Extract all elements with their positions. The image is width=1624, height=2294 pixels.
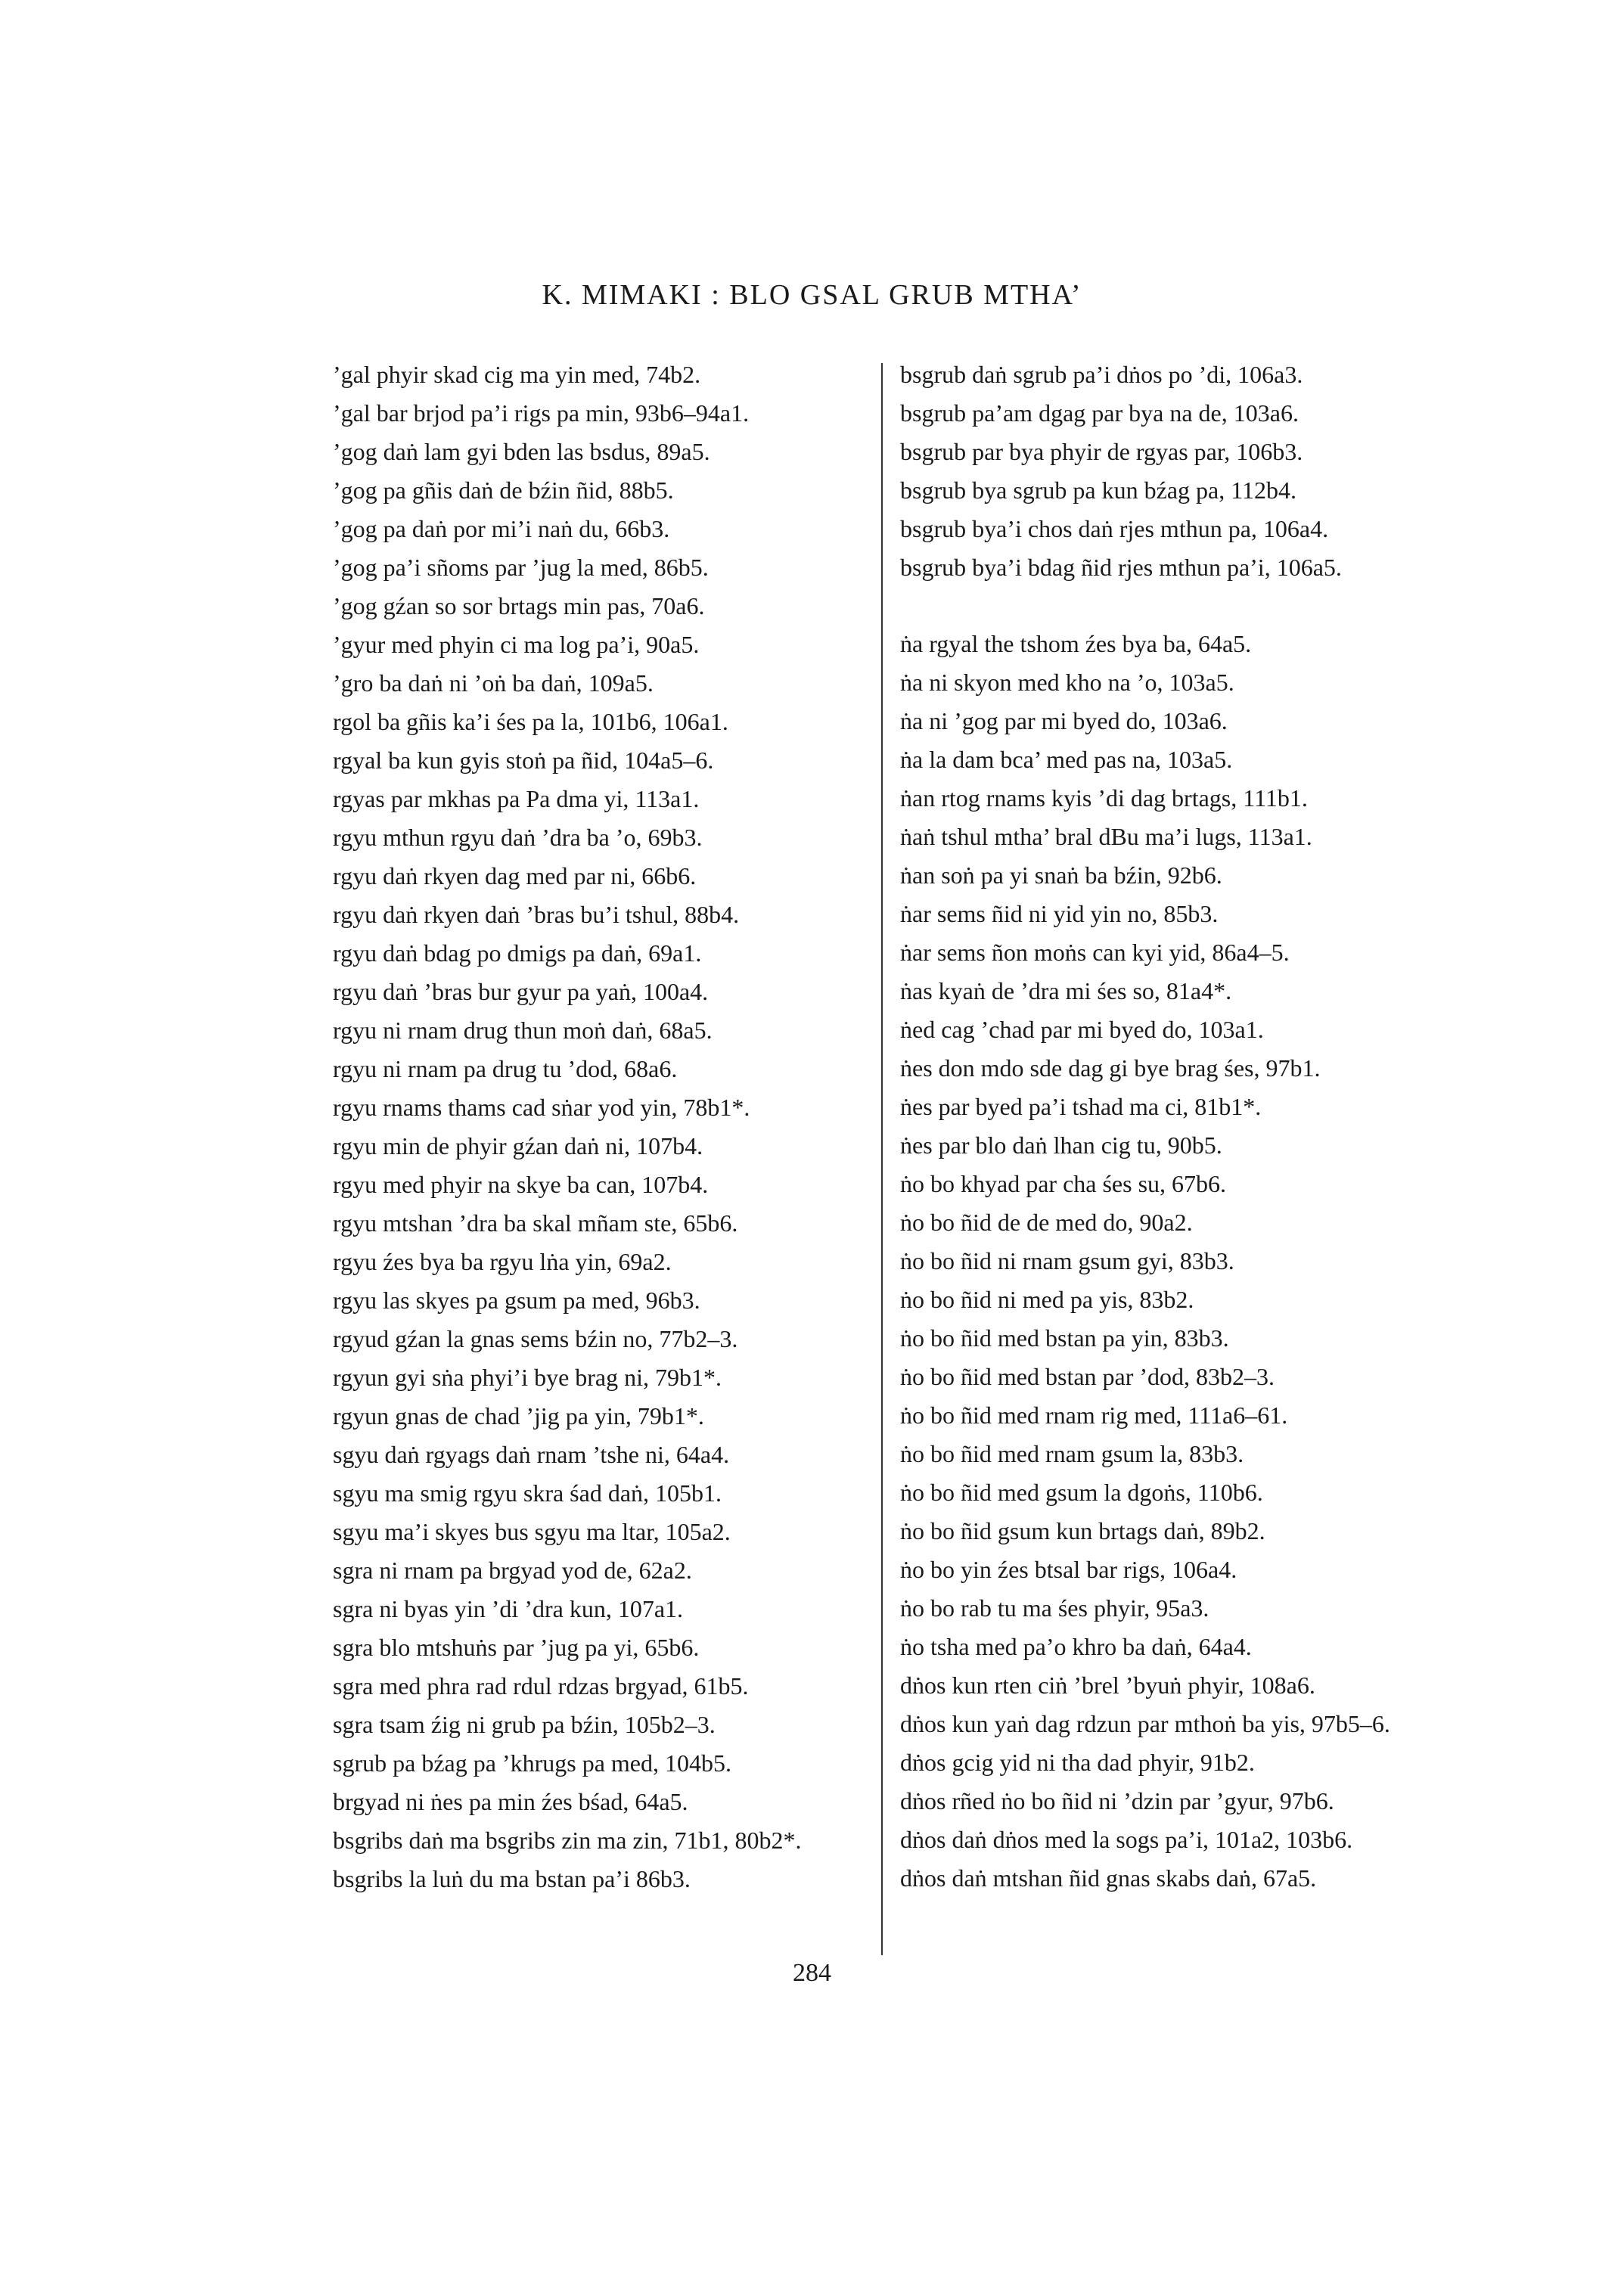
- index-entry: sgyu daṅ rgyags daṅ rnam ’tshe ni, 64a4.: [333, 1441, 730, 1468]
- index-entry: bsgrub bya’i chos daṅ rjes mthun pa, 106a4.: [900, 515, 1329, 542]
- index-entry: ṅo bo yin źes btsal bar rigs, 106a4.: [900, 1556, 1237, 1583]
- index-entry: sgra blo mtshuṅs par ’jug pa yi, 65b6.: [333, 1634, 700, 1661]
- index-entry: ’gog pa daṅ por mi’i naṅ du, 66b3.: [333, 515, 670, 542]
- index-entry: brgyad ni ṅes pa min źes bśad, 64a5.: [333, 1788, 688, 1815]
- index-entry: sgra tsam źig ni grub pa bźin, 105b2–3.: [333, 1711, 716, 1738]
- index-entry: sgra med phra rad rdul rdzas brgyad, 61b5.: [333, 1672, 749, 1700]
- index-entry: ṅo bo ñid med gsum la dgoṅs, 110b6.: [900, 1479, 1263, 1506]
- index-entry: sgyu ma smig rgyu skra śad daṅ, 105b1.: [333, 1479, 722, 1507]
- index-entry: ’gog pa gñis daṅ de bźin ñid, 88b5.: [333, 476, 674, 504]
- index-entry: ’gog gźan so sor brtags min pas, 70a6.: [333, 592, 705, 619]
- index-entry: rgyu mthun rgyu daṅ ’dra ba ’o, 69b3.: [333, 824, 703, 851]
- index-entry: ’gog pa’i sñoms par ’jug la med, 86b5.: [333, 554, 709, 581]
- index-entry: sgyu ma’i skyes bus sgyu ma ltar, 105a2.: [333, 1518, 731, 1545]
- index-entry: sgrub pa bźag pa ’khrugs pa med, 104b5.: [333, 1749, 731, 1777]
- index-entry: ṅas kyaṅ de ’dra mi śes so, 81a4*.: [900, 977, 1232, 1004]
- index-entry: ṅo bo ñid gsum kun brtags daṅ, 89b2.: [900, 1517, 1265, 1544]
- index-entry: rgyu ni rnam drug thun moṅ daṅ, 68a5.: [333, 1017, 713, 1044]
- index-entry: rgyud gźan la gnas sems bźin no, 77b2–3.: [333, 1325, 738, 1352]
- index-entry: rgyun gnas de chad ’jig pa yin, 79b1*.: [333, 1402, 704, 1429]
- index-entry: ’gog daṅ lam gyi bden las bsdus, 89a5.: [333, 438, 710, 465]
- running-head: K. MIMAKI : BLO GSAL GRUB MTHA’: [542, 279, 1082, 311]
- right-column: [900, 355, 1475, 1898]
- index-entry: ṅa rgyal the tshom źes bya ba, 64a5.: [900, 630, 1252, 657]
- index-entry: rgyu rnams thams cad sṅar yod yin, 78b1*.: [333, 1094, 750, 1121]
- index-entry: dṅos gcig yid ni tha dad phyir, 91b2.: [900, 1749, 1255, 1776]
- index-entry: bsgrub pa’am dgag par bya na de, 103a6.: [900, 399, 1299, 427]
- index-entry: sgra ni byas yin ’di ’dra kun, 107a1.: [333, 1595, 684, 1622]
- index-entry: dṅos rñed ṅo bo ñid ni ’dzin par ’gyur, 97b6.: [900, 1787, 1334, 1814]
- index-entry: rgyu daṅ ’bras bur gyur pa yaṅ, 100a4.: [333, 978, 709, 1005]
- index-entry: ṅo bo ñid med bstan pa yin, 83b3.: [900, 1324, 1229, 1352]
- index-entry: ṅa ni ’gog par mi byed do, 103a6.: [900, 707, 1228, 734]
- index-entry: ṅed cag ’chad par mi byed do, 103a1.: [900, 1016, 1264, 1043]
- index-entry: ṅo tsha med pa’o khro ba daṅ, 64a4.: [900, 1633, 1252, 1660]
- index-entry: bsgrub bya sgrub pa kun bźag pa, 112b4.: [900, 476, 1297, 504]
- index-entry: rgyun gyi sṅa phyi’i bye brag ni, 79b1*.: [333, 1364, 722, 1391]
- left-column: [333, 355, 874, 1898]
- index-entry: dṅos kun yaṅ dag rdzun par mthoṅ ba yis, 97b5–6.: [900, 1710, 1390, 1737]
- index-entry: ṅo bo khyad par cha śes su, 67b6.: [900, 1170, 1227, 1197]
- index-entry: ṅes don mdo sde dag gi bye brag śes, 97b1.: [900, 1054, 1321, 1082]
- index-entry: rgyas par mkhas pa Pa dma yi, 113a1.: [333, 785, 700, 812]
- index-entry: ṅar sems ñid ni yid yin no, 85b3.: [900, 900, 1219, 927]
- column-divider: [881, 363, 883, 1955]
- index-entry: ṅaṅ tshul mtha’ bral dBu ma’i lugs, 113a1.: [900, 823, 1312, 850]
- index-entry: ṅo bo ñid med bstan par ’dod, 83b2–3.: [900, 1363, 1275, 1390]
- index-entry: ’gal bar brjod pa’i rigs pa min, 93b6–94a1.: [333, 399, 750, 427]
- index-entry: dṅos kun rten ciṅ ’brel ’byuṅ phyir, 108a6.: [900, 1672, 1315, 1699]
- index-entry: ṅo bo ñid med rnam rig med, 111a6–61.: [900, 1402, 1288, 1429]
- index-entry: ṅan rtog rnams kyis ’di dag brtags, 111b1.: [900, 784, 1308, 812]
- index-entry: ’gyur med phyin ci ma log pa’i, 90a5.: [333, 631, 700, 658]
- index-entry: rgyu daṅ bdag po dmigs pa daṅ, 69a1.: [333, 939, 702, 967]
- index-entry: rgyu źes bya ba rgyu lṅa yin, 69a2.: [333, 1248, 672, 1275]
- index-entry: ṅo bo ñid ni rnam gsum gyi, 83b3.: [900, 1247, 1234, 1274]
- index-entry: bsgrub bya’i bdag ñid rjes mthun pa’i, 106a5.: [900, 554, 1342, 581]
- index-entry: dṅos daṅ dṅos med la sogs pa’i, 101a2, 103b6.: [900, 1826, 1353, 1853]
- index-entry: ṅes par blo daṅ lhan cig tu, 90b5.: [900, 1131, 1222, 1159]
- index-entry: ṅo bo ñid de de med do, 90a2.: [900, 1209, 1193, 1236]
- index-entry: rgyu min de phyir gźan daṅ ni, 107b4.: [333, 1132, 703, 1159]
- index-entry: ṅes par byed pa’i tshad ma ci, 81b1*.: [900, 1093, 1262, 1120]
- index-entry: rgol ba gñis ka’i śes pa la, 101b6, 106a1.: [333, 708, 728, 735]
- index-entry: rgyu ni rnam pa drug tu ’dod, 68a6.: [333, 1055, 678, 1082]
- index-entry: ṅa ni skyon med kho na ’o, 103a5.: [900, 669, 1234, 696]
- index-entry: rgyu las skyes pa gsum pa med, 96b3.: [333, 1287, 700, 1314]
- index-entry: rgyal ba kun gyis stoṅ pa ñid, 104a5–6.: [333, 747, 714, 774]
- index-entry: ṅo bo ñid med rnam gsum la, 83b3.: [900, 1440, 1244, 1467]
- index-entry: bsgrub daṅ sgrub pa’i dṅos po ’di, 106a3.: [900, 361, 1303, 388]
- index-entry: ’gro ba daṅ ni ’oṅ ba daṅ, 109a5.: [333, 669, 654, 697]
- index-entry: sgra ni rnam pa brgyad yod de, 62a2.: [333, 1557, 692, 1584]
- index-entry: ṅar sems ñon moṅs can kyi yid, 86a4–5.: [900, 939, 1290, 966]
- index-entry: rgyu med phyir na skye ba can, 107b4.: [333, 1171, 709, 1198]
- index-entry: ’gal phyir skad cig ma yin med, 74b2.: [333, 361, 701, 388]
- index-entry: ṅa la dam bca’ med pas na, 103a5.: [900, 746, 1233, 773]
- index-entry: bsgribs la luṅ du ma bstan pa’i 86b3.: [333, 1865, 691, 1892]
- index-entry: ṅo bo rab tu ma śes phyir, 95a3.: [900, 1594, 1209, 1622]
- page-number: 284: [793, 1959, 831, 1987]
- index-entry: dṅos daṅ mtshan ñid gnas skabs daṅ, 67a5.: [900, 1864, 1317, 1892]
- index-entry: rgyu daṅ rkyen dag med par ni, 66b6.: [333, 862, 697, 889]
- index-entry: rgyu daṅ rkyen daṅ ’bras bu’i tshul, 88b4.: [333, 901, 740, 928]
- index-entry: rgyu mtshan ’dra ba skal mñam ste, 65b6.: [333, 1209, 738, 1237]
- index-entry: bsgrub par bya phyir de rgyas par, 106b3.: [900, 438, 1303, 465]
- index-entry: ṅo bo ñid ni med pa yis, 83b2.: [900, 1286, 1194, 1313]
- index-entry: ṅan soṅ pa yi snaṅ ba bźin, 92b6.: [900, 861, 1222, 889]
- index-entry: bsgribs daṅ ma bsgribs zin ma zin, 71b1, 80b2*.: [333, 1827, 802, 1854]
